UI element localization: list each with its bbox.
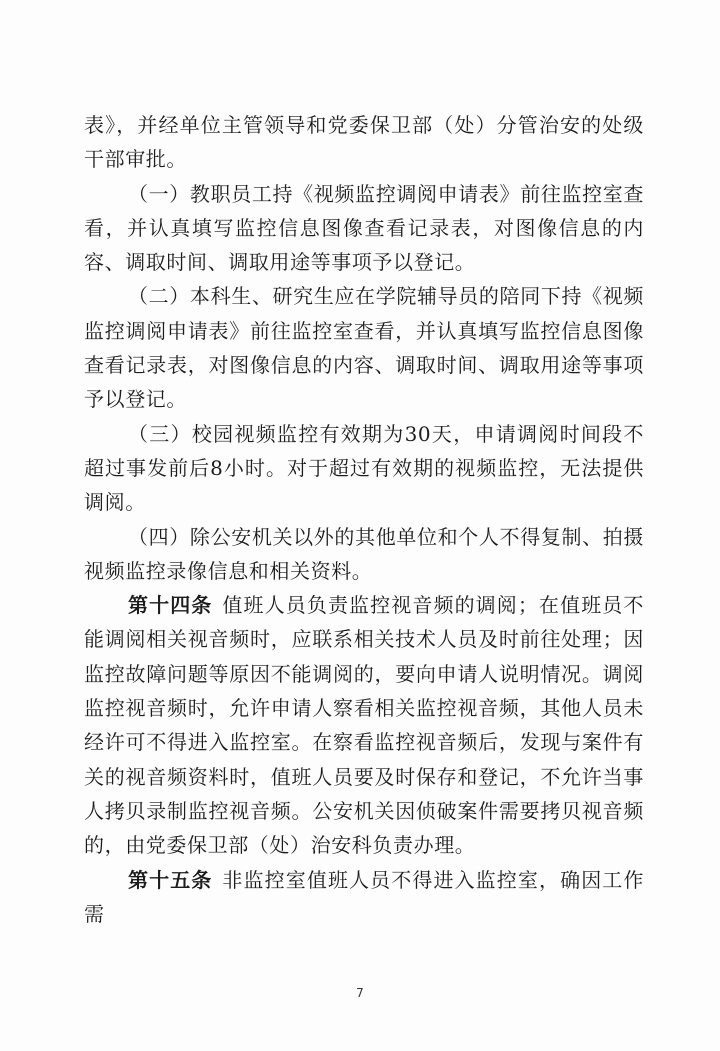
body-text [84,108,644,931]
page-number: 7 [356,986,364,1000]
paragraph-text: 非监控室值班人员不得进入监控室，确因工作需 [84,867,644,926]
paragraph-text: 值班人员负责监控视音频的调阅；在值班员不能调阅相关视音频时，应联系相关技术人员及时前往处理；因监控故障问题等原因不能调阅的，要向申请人说明情况。调阅监控视音频时，允许申请人察看相关监控视音频，其他人员未经许可不得进入监控室。在察看监控视音频后，发现与案件有关的视音频资料时，值班人员要及时保存和登记，不允许当事人拷贝录制监控视音频。公安机关因侦破案件需要拷贝视音频的，由党委保卫部（处）治安科负责办理。 [84,593,644,858]
paragraph-item-4 [84,520,644,589]
paragraph-text: （三）校园视频监控有效期为30天，申请调阅时间段不超过事发前后8小时。对于超过有效期的视频监控，无法提供调阅。 [84,421,644,515]
paragraph-item-3 [84,417,644,520]
article-heading: 第十五条 [128,867,213,892]
paragraph-text: 表》，并经单位主管领导和党委保卫部（处）分管治安的处级干部审批。 [84,113,644,172]
article-15 [84,863,644,932]
paragraph-text: （四）除公安机关以外的其他单位和个人不得复制、拍摄视频监控录像信息和相关资料。 [84,524,644,583]
article-14 [84,588,644,862]
paragraph-continuation [84,108,644,177]
paragraph-text: （一）教职员工持《视频监控调阅申请表》前往监控室查看，并认真填写监控信息图像查看记录表，对图像信息的内容、调取时间、调取用途等事项予以登记。 [84,181,644,275]
paragraph-item-1 [84,177,644,280]
article-heading: 第十四条 [128,593,213,618]
paragraph-text: （二）本科生、研究生应在学院辅导员的陪同下持《视频监控调阅申请表》前往监控室查看，并认真填写监控信息图像查看记录表，对图像信息的内容、调取时间、调取用途等事项予以登记。 [84,284,644,412]
paragraph-item-2 [84,279,644,416]
